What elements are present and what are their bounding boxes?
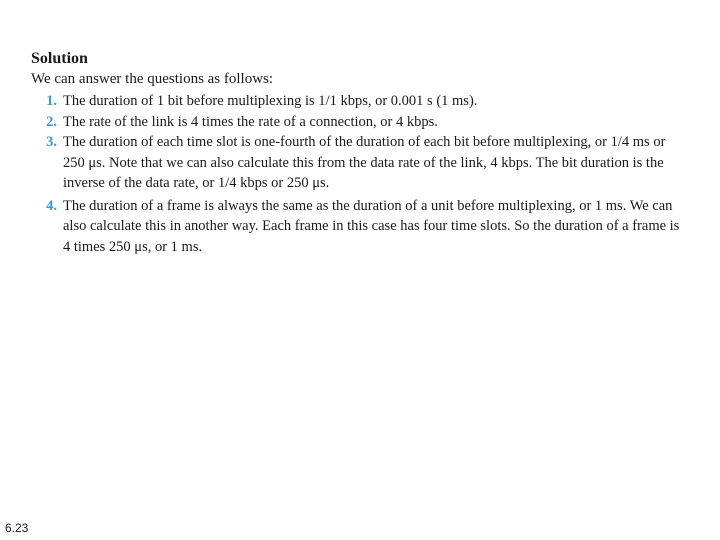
solution-heading: Solution [31, 50, 88, 67]
answer-item-2 [31, 112, 681, 133]
answer-text-1: The duration of 1 bit before multiplexing is 1/1 kbps, or 0.001 s (1 ms). [63, 93, 478, 109]
answer-number-3: 3. [46, 134, 57, 150]
answer-text-4: The duration of a frame is always the same as the duration of a unit before multiplexing, or 1 ms. We can also calculate this in another way. Each frame in this case has four time slots. So the duration of a frame is 4 times 250 μs, or 1 ms. [63, 197, 680, 255]
solution-block [31, 49, 681, 257]
answer-item-3 [31, 132, 681, 194]
answer-item-1 [31, 91, 681, 112]
answer-number-1: 1. [46, 93, 57, 109]
slide-number: 6.23 [5, 521, 29, 535]
answer-text-3: The duration of each time slot is one-fourth of the duration of each bit before multiplexing, or 1/4 ms or 250 μs. Note that we can also calculate this from the data rate of the link, 4 kbps. The bit duration is the inverse of the data rate, or 1/4 kbps or 250 μs. [63, 134, 666, 191]
answer-number-4: 4. [46, 197, 57, 214]
solution-intro: We can answer the questions as follows: [31, 71, 274, 87]
answer-text-2: The rate of the link is 4 times the rate of a connection, or 4 kbps. [63, 113, 438, 130]
answer-number-2: 2. [46, 113, 57, 130]
answer-item-4 [31, 196, 681, 258]
